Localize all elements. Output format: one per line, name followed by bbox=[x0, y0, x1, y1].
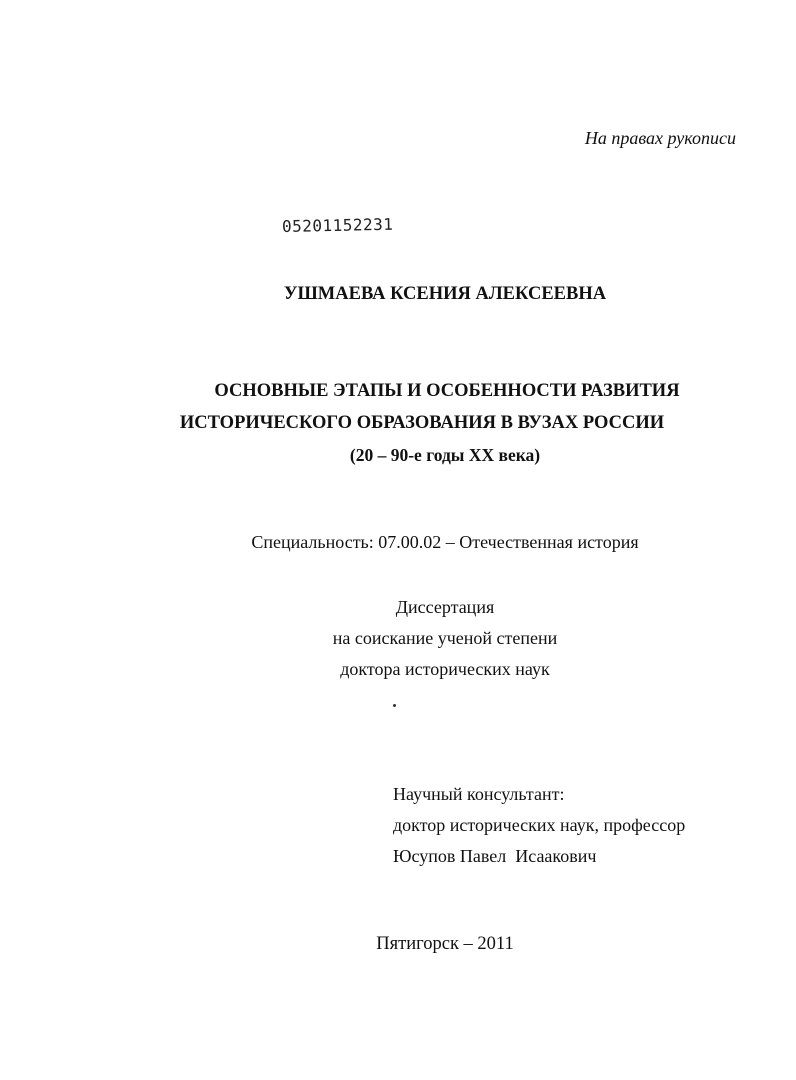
stray-dot bbox=[393, 704, 396, 707]
degree-line-1: Диссертация bbox=[395, 597, 495, 617]
registry-code: 05201152231 bbox=[281, 214, 394, 236]
dissertation-title bbox=[0, 375, 796, 471]
advisor-name: Юсупов Павел Исаакович bbox=[393, 846, 597, 866]
title-line-2: ИСТОРИЧЕСКОГО ОБРАЗОВАНИЯ В ВУЗАХ РОССИИ bbox=[179, 413, 665, 433]
rights-note: На правах рукописи bbox=[584, 128, 736, 148]
title-line-3: (20 – 90-е годы XX века) bbox=[349, 445, 541, 465]
place-and-year: Пятигорск – 2011 bbox=[376, 934, 514, 954]
scientific-advisor bbox=[393, 779, 685, 872]
degree-line-3: доктора исторических наук bbox=[340, 659, 550, 679]
degree-line-2: на соискание ученой степени bbox=[332, 628, 558, 648]
advisor-degree: доктор исторических наук, профессор bbox=[393, 815, 686, 835]
specialty: Специальность: 07.00.02 – Отечественная история bbox=[251, 532, 639, 552]
advisor-label: Научный консультант: bbox=[393, 784, 565, 804]
degree-statement bbox=[0, 592, 796, 685]
author-name: УШМАЕВА КСЕНИЯ АЛЕКСЕЕВНА bbox=[283, 284, 607, 304]
title-line-1: ОСНОВНЫЕ ЭТАПЫ И ОСОБЕННОСТИ РАЗВИТИЯ bbox=[214, 381, 680, 401]
